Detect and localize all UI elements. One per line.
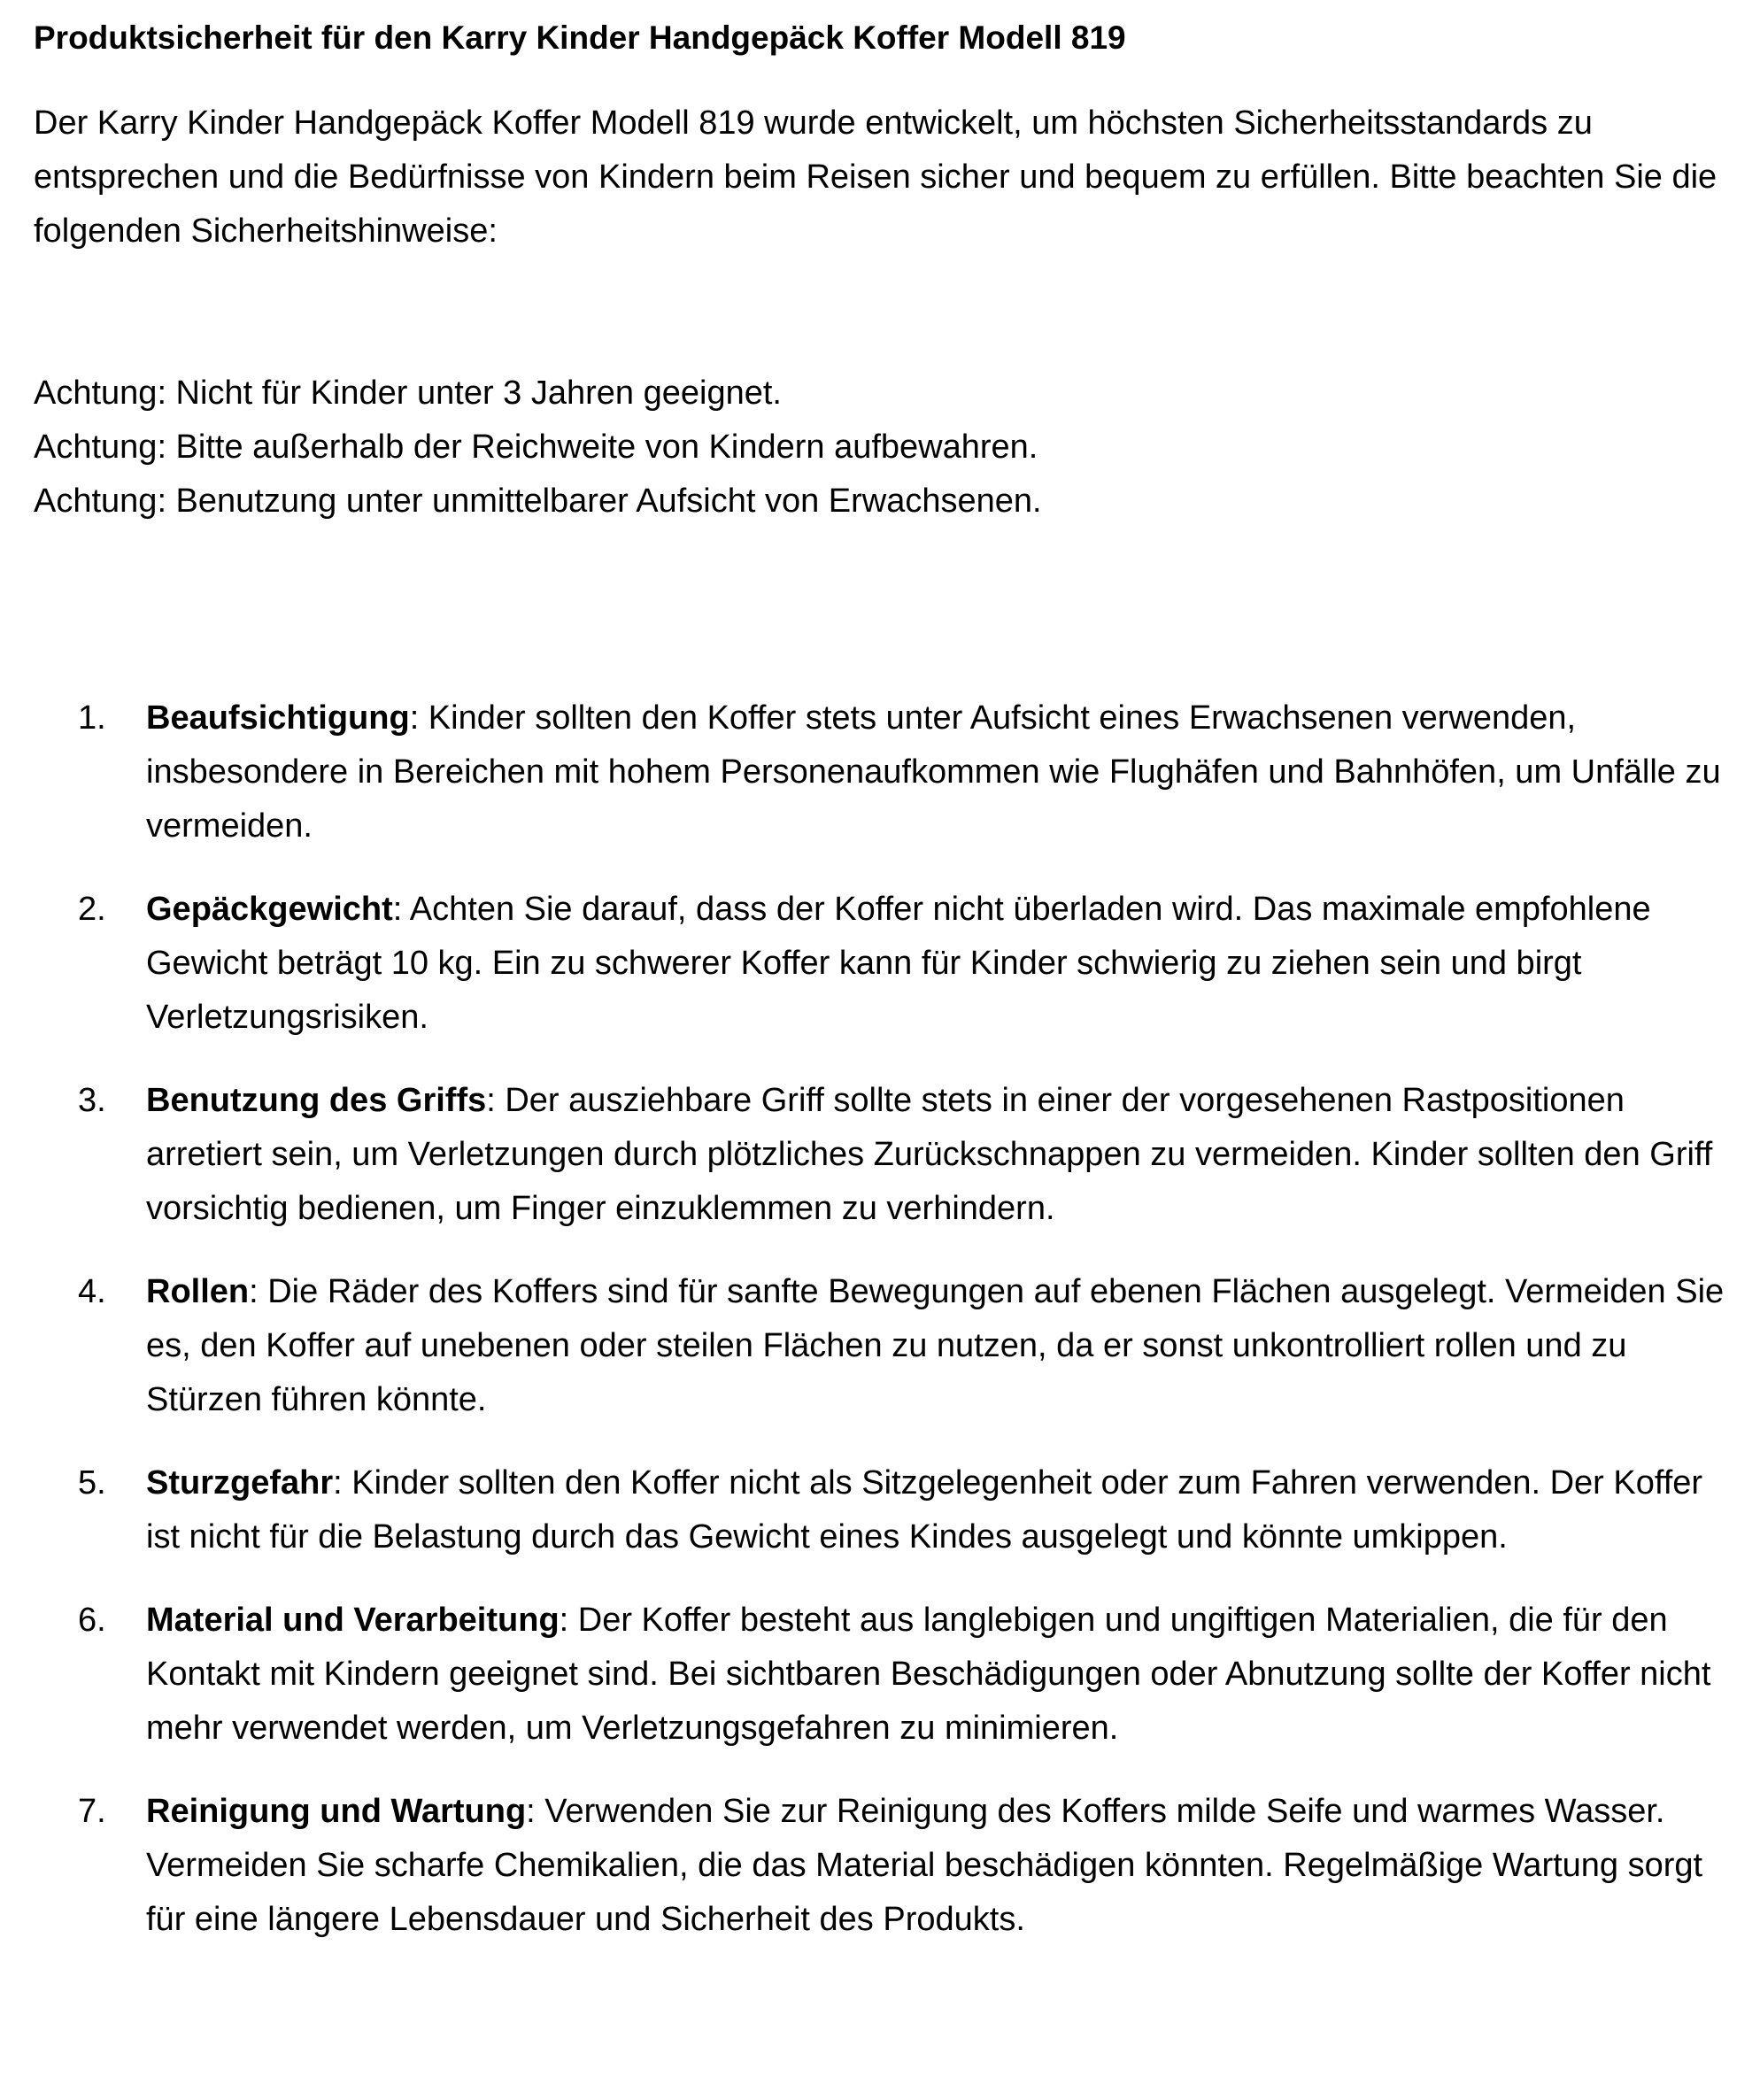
document-title: Produktsicherheit für den Karry Kinder Handgepäck Koffer Modell 819 [34, 19, 1126, 56]
list-item-text: : Achten Sie darauf, dass der Koffer nicht überladen wird. Das maximale empfohlene Gewicht beträgt 10 kg. Ein zu schwerer Koffer kann für Kinder schwierig zu ziehen sein und birgt Verletzungsrisiken. [146, 891, 1651, 1036]
list-item-number: 2. [78, 891, 106, 928]
list-item-title: Rollen [146, 1273, 250, 1310]
list-item [34, 1456, 1733, 1564]
list-item [34, 1074, 1733, 1236]
list-item-text: : Der Koffer besteht aus langlebigen und ungiftigen Materialien, die für den Kontakt mit Kindern geeignet sind. Bei sichtbaren Beschädigungen oder Abnutzung sollte der Koffer nicht mehr verwendet werden, um Verletzungsgefahren zu minimieren. [146, 1602, 1711, 1747]
list-item [34, 691, 1733, 853]
list-item-number: 4. [78, 1273, 106, 1310]
list-item [34, 1265, 1733, 1427]
warnings-block [34, 367, 1042, 529]
list-item-text: : Kinder sollten den Koffer nicht als Sitzgelegenheit oder zum Fahren verwenden. Der Koffer ist nicht für die Belastung durch das Gewicht eines Kindes ausgelegt und könnte umkippen. [146, 1464, 1703, 1556]
list-item [34, 1594, 1733, 1756]
list-item-title: Benutzung des Griffs [146, 1082, 487, 1119]
safety-list [34, 691, 1733, 1976]
intro-paragraph: Der Karry Kinder Handgepäck Koffer Modell 819 wurde entwickelt, um höchsten Sicherheitsstandards zu entsprechen und die Bedürfnisse von Kindern beim Reisen sicher und bequem zu erfüllen. Bitte beachten Sie die folgenden Sicherheitshinweise: [34, 104, 1718, 250]
list-item-text: : Der ausziehbare Griff sollte stets in einer der vorgesehenen Rastpositionen arretiert sein, um Verletzungen durch plötzliches Zurückschnappen zu vermeiden. Kinder sollten den Griff vorsichtig bedienen, um Finger einzuklemmen zu verhindern. [146, 1082, 1713, 1227]
list-item [34, 1785, 1733, 1947]
list-item-number: 1. [78, 699, 106, 737]
warning-line: Achtung: Bitte außerhalb der Reichweite von Kindern aufbewahren. [34, 428, 1038, 466]
warning-line: Achtung: Nicht für Kinder unter 3 Jahren geeignet. [34, 374, 782, 412]
list-item-title: Reinigung und Wartung [146, 1793, 527, 1830]
list-item-title: Gepäckgewicht [146, 891, 393, 928]
list-item-text: : Die Räder des Koffers sind für sanfte Bewegungen auf ebenen Flächen ausgelegt. Vermeiden Sie es, den Koffer auf unebenen oder steilen Flächen zu nutzen, da er sonst unkontrolliert rollen und zu Stürzen führen könnte. [146, 1273, 1725, 1418]
list-item-text: : Kinder sollten den Koffer stets unter Aufsicht eines Erwachsenen verwenden, insbesondere in Bereichen mit hohem Personenaufkommen wie Flughäfen und Bahnhöfen, um Unfälle zu vermeiden. [146, 699, 1721, 845]
list-item [34, 883, 1733, 1045]
list-item-title: Beaufsichtigung [146, 699, 410, 737]
list-item-title: Material und Verarbeitung [146, 1602, 560, 1639]
list-item-text: : Verwenden Sie zur Reinigung des Koffers milde Seife und warmes Wasser. Vermeiden Sie scharfe Chemikalien, die das Material beschädigen könnten. Regelmäßige Wartung sorgt für eine längere Lebensdauer und Sicherheit des Produkts. [146, 1793, 1703, 1938]
list-item-title: Sturzgefahr [146, 1464, 334, 1502]
list-item-number: 6. [78, 1602, 106, 1639]
list-item-number: 5. [78, 1464, 106, 1502]
list-item-number: 7. [78, 1793, 106, 1830]
list-item-number: 3. [78, 1082, 106, 1119]
warning-line: Achtung: Benutzung unter unmittelbarer Aufsicht von Erwachsenen. [34, 483, 1042, 520]
